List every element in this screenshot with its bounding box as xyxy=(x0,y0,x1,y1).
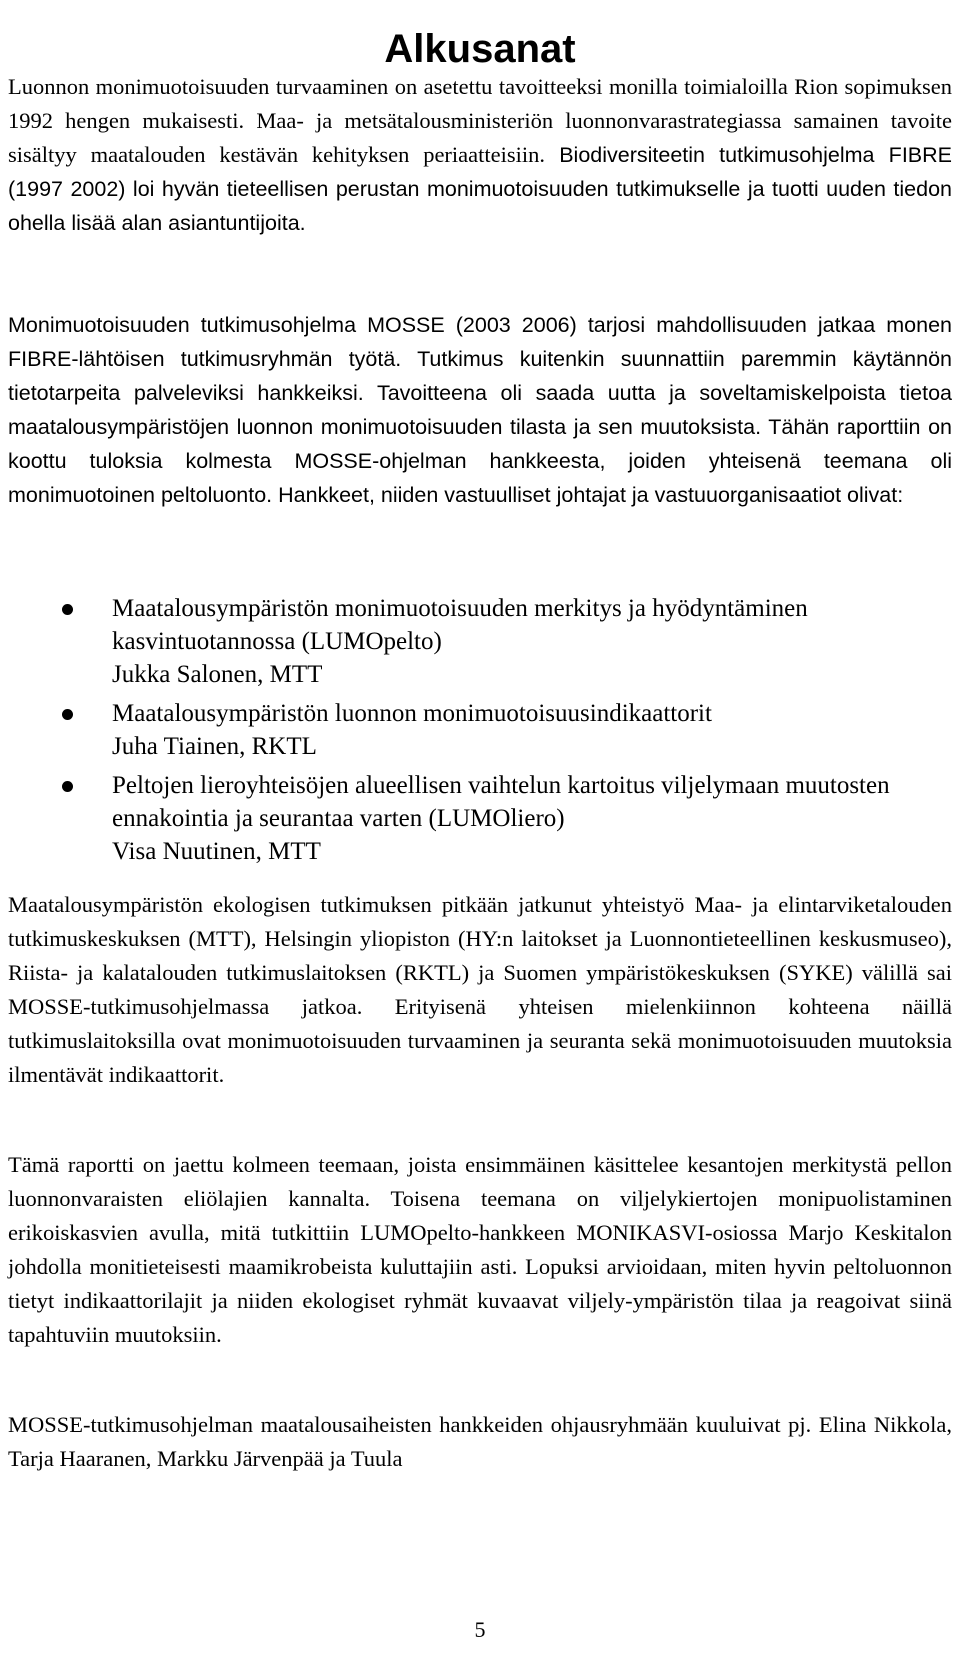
paragraph-cooperation: Maatalousympäristön ekologisen tutkimuksen pitkään jatkunut yhteistyö Maa- ja elintarviketalouden tutkimuskeskuksen (MTT), Helsingin yliopiston (HY:n laitokset ja Luonnontieteellinen keskusmuseo), Riista- ja kalatalouden tutkimuslaitoksen (RKTL) ja Suomen ympäristökeskuksen (SYKE) välillä sai MOSSE-tutkimusohjelmassa jatkoa. Erityisenä yhteisen mielenkiinnon kohteena näillä tutkimuslaitoksilla ovat monimuotoisuuden turvaaminen ja seuranta sekä monimuotoisuuden muutoksia ilmentävät indikaattorit. xyxy=(8,892,952,1087)
list-item xyxy=(0,592,944,691)
paragraph-intro-sans: Biodiversiteetin tutkimusohjelma FIBRE (1997 2002) loi hyvän tieteellisen perustan monimuotoisuuden tutkimukselle ja tuotti uuden tiedon ohella lisää alan asiantuntijoita. xyxy=(8,143,952,235)
paragraph-intro xyxy=(8,70,952,240)
project-name: Peltojen lieroyhteisöjen alueellisen vaihtelun kartoitus viljelymaan muutosten ennakointia ja seurantaa varten (LUMOliero) xyxy=(112,772,890,832)
project-leader: Jukka Salonen, MTT xyxy=(112,661,323,688)
page-title: Alkusanat xyxy=(384,26,576,71)
project-name: Maatalousympäristön monimuotoisuuden merkitys ja hyödyntäminen kasvintuotannossa (LUMOpelto) xyxy=(112,595,808,655)
project-name: Maatalousympäristön luonnon monimuotoisuusindikaattorit xyxy=(112,700,712,727)
paragraph-mosse: Monimuotoisuuden tutkimusohjelma MOSSE (2003 2006) tarjosi mahdollisuuden jatkaa monen FIBRE-lähtöisen tutkimusryhmän työtä. Tutkimus kuitenkin suunnattiin paremmin käytännön tietotarpeita palveleviksi hankkeiksi. Tavoitteena oli saada uutta ja soveltamiskelpoista tietoa maatalousympäristöjen luonnon monimuotoisuuden tilasta ja sen muutoksista. Tähän raporttiin on koottu tuloksia kolmesta MOSSE-ohjelman hankkeesta, joiden yhteisenä teemana oli monimuotoinen peltoluonto. Hankkeet, niiden vastuulliset johtajat ja vastuuorganisaatiot olivat: xyxy=(8,313,952,507)
page-number: 5 xyxy=(474,1617,486,1642)
paragraph-steering-group: MOSSE-tutkimusohjelman maatalousaiheisten hankkeiden ohjausryhmään kuuluivat pj. Elina Nikkola, Tarja Haaranen, Markku Järvenpää ja Tuula xyxy=(8,1412,952,1471)
project-list xyxy=(0,592,944,874)
project-leader: Juha Tiainen, RKTL xyxy=(112,733,317,760)
list-item xyxy=(0,769,944,868)
project-leader: Visa Nuutinen, MTT xyxy=(112,838,321,865)
paragraph-intro-serif: Luonnon monimuotoisuuden turvaaminen on asetettu tavoitteeksi monilla toimialoilla Rion sopimuksen 1992 hengen mukaisesti. Maa- ja metsätalousministeriön luonnonvarastrategiassa samainen tavoite sisältyy maatalouden kestävän kehityksen periaatteisiin. xyxy=(8,74,952,167)
paragraph-themes: Tämä raportti on jaettu kolmeen teemaan, joista ensimmäinen käsittelee kesantojen merkitystä pellon luonnonvaraisten eliölajien kannalta. Toisena teemana on viljelykiertojen monipuolistaminen erikoiskasvien avulla, mitä tutkittiin LUMOpelto-hankkeen MONIKASVI-osiossa Marjo Keskitalon johdolla monitieteisesti maamikrobeista kuluttajiin asti. Lopuksi arvioidaan, miten hyvin peltoluonnon tietyt indikaattorilajit ja niiden ekologiset ryhmät kuvaavat viljely-ympäristön tilaa ja reagoivat siinä tapahtuviin muutoksiin. xyxy=(8,1152,952,1347)
list-item xyxy=(0,697,944,763)
